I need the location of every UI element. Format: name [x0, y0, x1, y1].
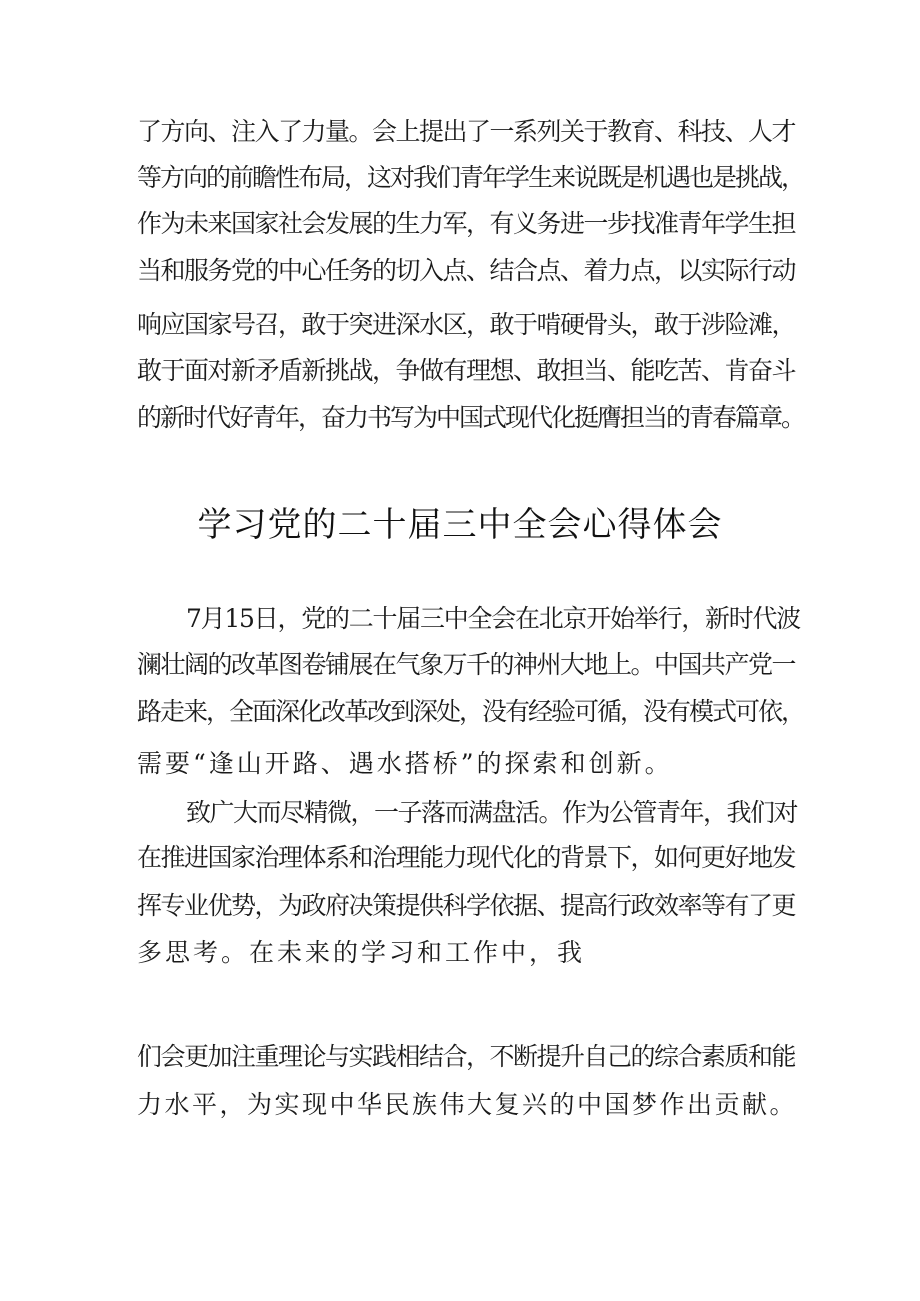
text-line: 7月15日，党的二十届三中全会在北京开始举行，新时代波	[186, 604, 800, 633]
text-line: 在推进国家治理体系和治理能力现代化的背景下，如何更好地发	[137, 843, 796, 872]
text-line: 作为未来国家社会发展的生力军，有义务进一步找准青年学生担	[137, 209, 796, 238]
text-line: 致广大而尽精微，一子落而满盘活。作为公管青年，我们对	[186, 798, 798, 827]
text-line: 敢于面对新矛盾新挑战，争做有理想、敢担当、能吃苦、肯奋斗	[137, 356, 796, 385]
text-line: 澜壮阔的改革图卷铺展在气象万千的神州大地上。中国共产党一	[137, 650, 796, 679]
text-line: 当和服务党的中心任务的切入点、结合点、着力点，以实际行动	[137, 256, 796, 285]
article-title: 学习党的二十届三中全会心得体会	[197, 505, 723, 545]
text-line: 了方向、注入了力量。会上提出了一系列关于教育、科技、人才	[137, 117, 796, 146]
text-line: 的新时代好青年，奋力书写为中国式现代化挺膺担当的青春篇章。	[137, 403, 805, 432]
text-line: 多思考。在未来的学习和工作中，我	[137, 938, 586, 967]
text-line: 响应国家号召，敢于突进深水区，敢于啃硬骨头，敢于涉险滩，	[137, 310, 796, 339]
text-line: 需要“逢山开路、遇水搭桥”的探索和创新。	[137, 749, 673, 778]
text-line: 挥专业优势，为政府决策提供科学依据、提高行政效率等有了更	[137, 891, 796, 920]
text-line: 等方向的前瞻性布局，这对我们青年学生来说既是机遇也是挑战，	[137, 163, 805, 192]
text-line: 路走来，全面深化改革改到深处，没有经验可循，没有模式可依，	[137, 697, 805, 726]
text-line: 力水平，为实现中华民族伟大复兴的中国梦作出贡献。	[137, 1090, 798, 1119]
text-line: 们会更加注重理论与实践相结合，不断提升自己的综合素质和能	[137, 1042, 796, 1071]
